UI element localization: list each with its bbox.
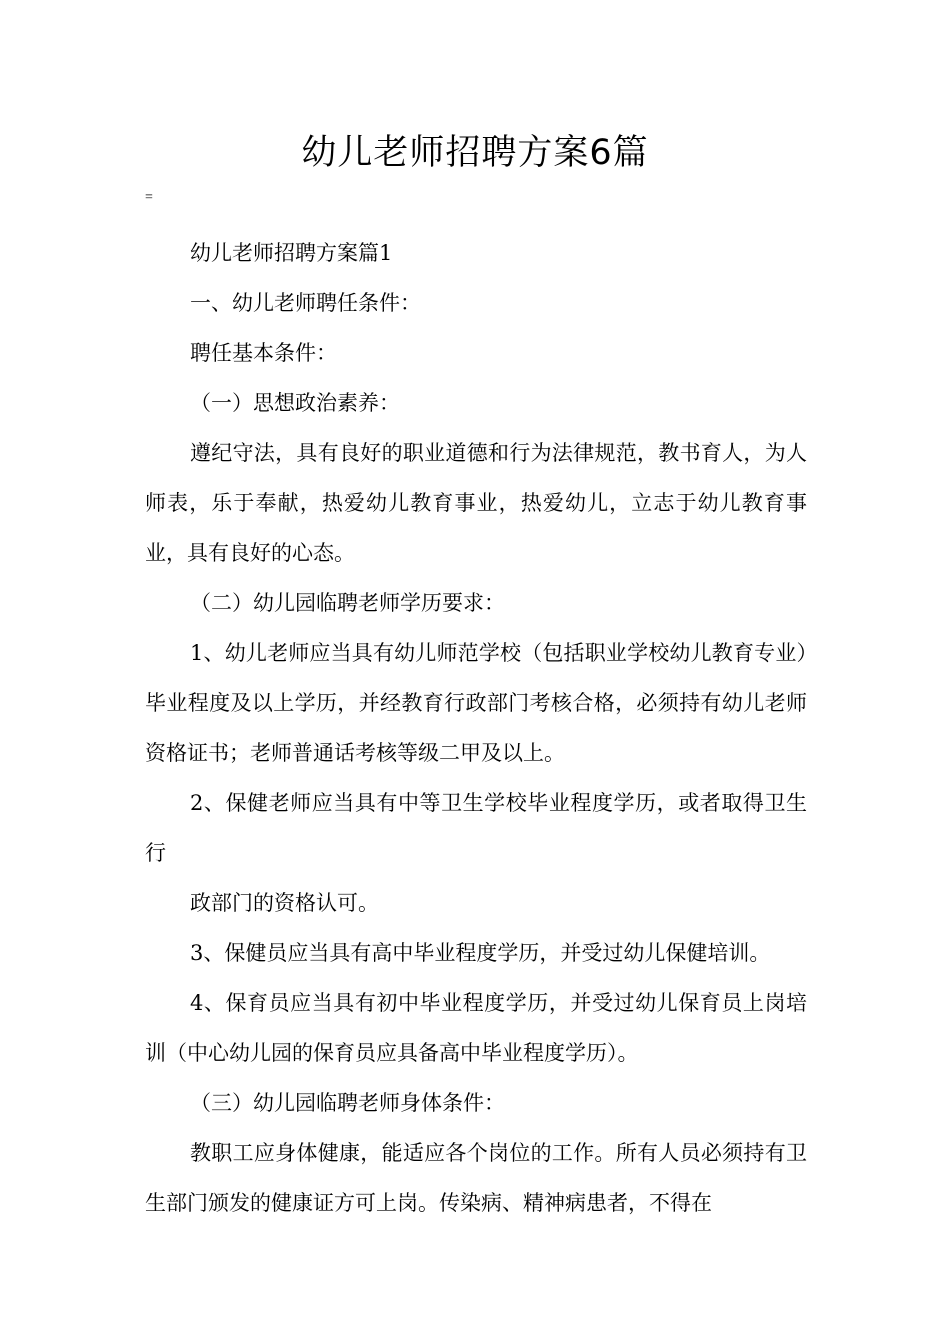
document-body [145, 228, 807, 1228]
paragraph: 教职工应身体健康，能适应各个岗位的工作。所有人员必须持有卫生部门颁发的健康证方可上岗。传染病、精神病患者，不得在 [145, 1141, 807, 1215]
paragraph: 3、保健员应当具有高中毕业程度学历，并受过幼儿保健培训。 [190, 941, 771, 965]
document-title: 幼儿老师招聘方案6篇 [301, 133, 649, 173]
subheading: 一、幼儿老师聘任条件： [190, 291, 421, 315]
separator-mark: = [145, 190, 153, 205]
subheading: （三）幼儿园临聘老师身体条件： [190, 1091, 505, 1115]
paragraph: 政部门的资格认可。 [190, 891, 379, 915]
subheading: （二）幼儿园临聘老师学历要求： [190, 591, 505, 615]
paragraph: 遵纪守法，具有良好的职业道德和行为法律规范，教书育人，为人师表，乐于奉献，热爱幼儿教育事业，热爱幼儿，立志于幼儿教育事业，具有良好的心态。 [145, 441, 807, 565]
paragraph: 4、保育员应当具有初中毕业程度学历，并受过幼儿保育员上岗培训（中心幼儿园的保育员应具备高中毕业程度学历）。 [145, 991, 807, 1065]
paragraph: 2、保健老师应当具有中等卫生学校毕业程度学历，或者取得卫生行 [145, 791, 807, 865]
subheading: 聘任基本条件： [190, 341, 337, 365]
paragraph: 1、幼儿老师应当具有幼儿师范学校（包括职业学校幼儿教育专业）毕业程度及以上学历，并经教育行政部门考核合格，必须持有幼儿老师资格证书；老师普通话考核等级二甲及以上。 [145, 641, 807, 765]
subheading: （一）思想政治素养： [190, 391, 400, 415]
section-heading: 幼儿老师招聘方案篇1 [190, 241, 393, 265]
